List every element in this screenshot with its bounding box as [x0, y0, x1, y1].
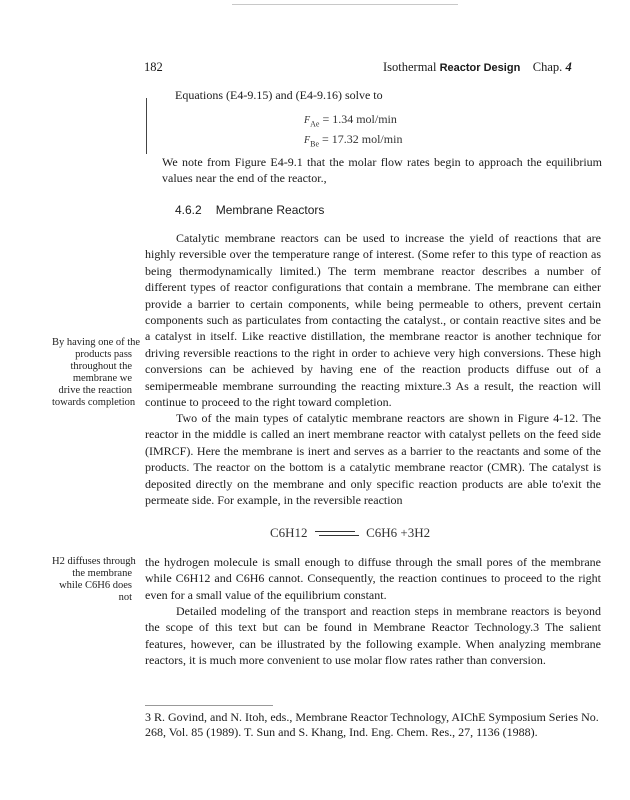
paragraph-3: the hydrogen molecule is small enough to diffuse through the small pores of the membrane while C6H12 and C6H6 cannot. Consequently, the reaction continues to proceed to the right even for a small value of the equilibrium constant. — [145, 555, 601, 602]
margin-note-completion: By having one of the products pass throughout the membrane we drive the reaction towards completion — [52, 337, 141, 408]
header-chapter: Chap. — [532, 60, 563, 74]
equation-fae: $F_{Ae} = 1.34$ mol/min — [304, 112, 397, 129]
section-title: Membrane Reactors — [215, 203, 325, 217]
header-section: Isothermal — [383, 60, 437, 74]
equilibrium-note: We note from Figure E4-9.1 that the molar flow rates begin to approach the equilibrium values near the end of the reactor., — [162, 155, 602, 186]
footnote-rule — [145, 705, 273, 706]
reversible-reaction — [270, 525, 430, 541]
equilibrium-arrow-icon — [315, 530, 359, 538]
header-book-title: Reactor Design — [439, 62, 521, 74]
solve-line: Equations (E4-9.15) and (E4-9.16) solve to — [175, 88, 383, 102]
example-side-bar — [146, 98, 147, 154]
footnote: 3 R. Govind, and N. Itoh, eds., Membrane Reactor Technology, AIChE Symposium Series No. 268, Vol. 85 (1989). T. Sun and S. Khang, Ind. Eng. Chem. Res., 27, 1136 (1988). — [145, 710, 599, 739]
paragraph-1: Catalytic membrane reactors can be used to increase the yield of reactions that are highly reversible over the temperature range of interest. (Some refer to this type of reaction as being thermodynamically limited.) The term membrane reactor describes a number of different types of reactor configurations that contain a membrane. The membrane can either provide a barrier to certain components, while being permeable to others, prevent certain components such as particulates from contacting the catalyst., or contain reactive sites and be a catalyst in itself. Like reactive distillation, the membrane reactor is another technique for driving reversible reactions to the right in order to achieve very high conversions. These high conversions can be achieved by having ene of the reaction products diffuse out of a semipermeable membrane surrounding the reacting mixture.3 As a result, the reaction will continue to proceed to the right toward completion. — [145, 231, 601, 410]
running-header — [383, 60, 572, 75]
reaction-products: C6H6 +3H2 — [366, 525, 431, 540]
equation-fbe: $F_{Be} = 17.32$ mol/min — [304, 132, 403, 149]
top-rule — [232, 4, 458, 5]
reaction-reactant: C6H12 — [270, 525, 308, 540]
paragraph-2: Two of the main types of catalytic membrane reactors are shown in Figure 4-12. The reactor in the middle is called an inert membrane reactor with catalyst pellets on the feed side (IMRCF). Here the membrane is inert and serves as a barrier to the reactants and some of the products. The reactor on the bottom is a catalytic membrane reactor (CMR). The catalyst is deposited directly on the membrane and only specific reaction products are able to'exit the permeate side. For example, in the reversible reaction — [145, 411, 601, 508]
paragraph-4: Detailed modeling of the transport and reaction steps in membrane reactors is beyond the scope of this text but can be found in Membrane Reactor Technology.3 The salient features, however, can be illustrated by the following example. When analyzing membrane reactors, it is much more convenient to use molar flow rates rather than conversion. — [145, 604, 601, 668]
section-heading — [175, 203, 338, 217]
margin-note-h2: H2 diffuses through the membrane while C6H6 does not — [52, 556, 136, 603]
page-number: 182 — [144, 60, 163, 74]
header-chapter-num: 4 — [565, 60, 572, 74]
section-number: 4.6.2 — [175, 203, 202, 217]
